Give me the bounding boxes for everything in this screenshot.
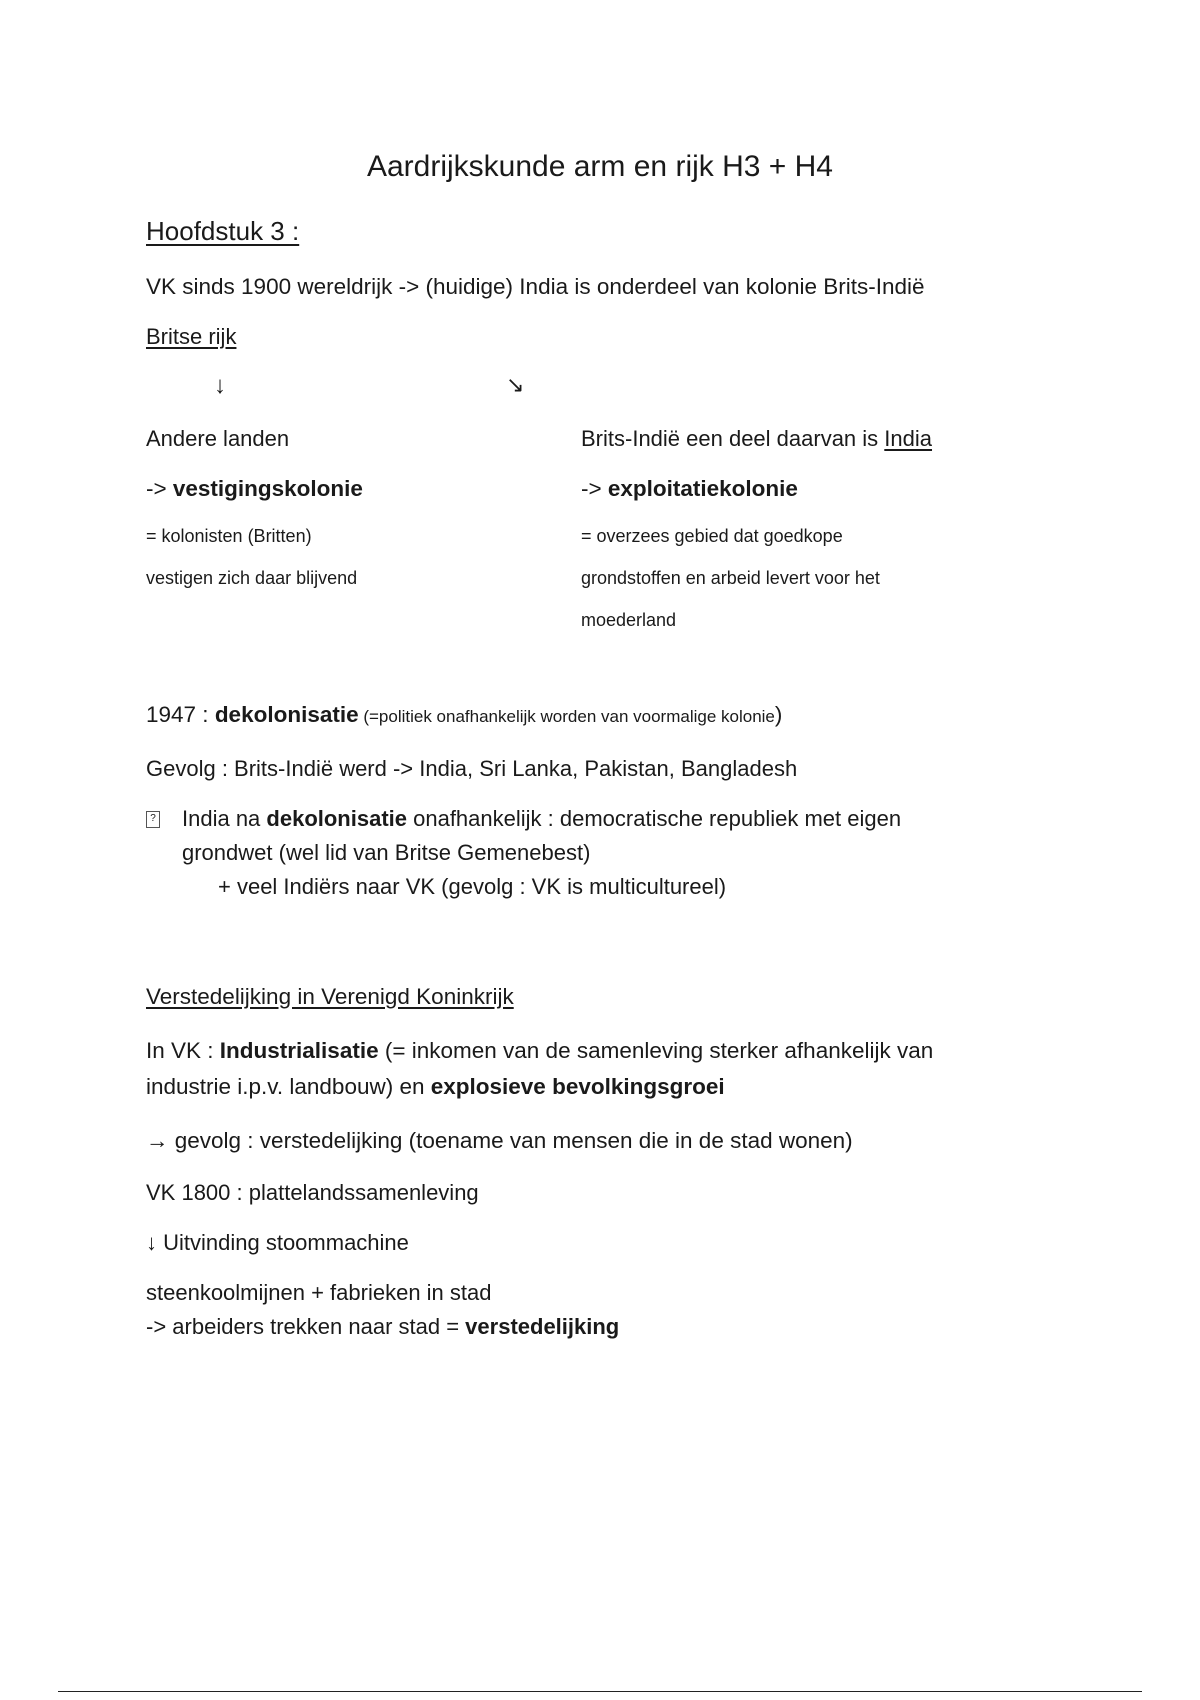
exploitatiekolonie-def-3: moederland (581, 610, 677, 630)
bullet-marker (146, 810, 160, 828)
britse-rijk-label: Britse rijk (146, 324, 237, 349)
india-underlined: India (884, 426, 933, 451)
dekolonisatie-term: dekolonisatie (214, 702, 359, 727)
p1-pre: In VK : (146, 1038, 220, 1063)
industrialisatie-term: Industrialisatie (219, 1038, 379, 1063)
dekolonisatie-close: ) (774, 702, 783, 727)
verstedelijking-heading: Verstedelijking in Verenigd Koninkrijk (146, 984, 514, 1009)
exploitatiekolonie-line (581, 476, 798, 502)
arbeiders-line (146, 1314, 619, 1340)
vk-1800-line: VK 1800 : plattelandssamenleving (146, 1180, 479, 1205)
gevolg-line: Gevolg : Brits-Indië werd -> India, Sri Lanka, Pakistan, Bangladesh (146, 756, 798, 781)
term-prefix: -> (146, 476, 173, 501)
unknown-glyph-icon: ? (146, 811, 160, 828)
intro-line: VK sinds 1900 wereldrijk -> (huidige) India is onderdeel van kolonie Brits-Indië (146, 274, 925, 299)
arbeiders-pre: -> arbeiders trekken naar stad = (146, 1314, 466, 1339)
steenkool-line: steenkoolmijnen + fabrieken in stad (146, 1280, 492, 1305)
andere-landen-label: Andere landen (146, 426, 290, 451)
dekolonisatie-line (146, 702, 782, 728)
brits-indie-label (581, 426, 932, 452)
p1-line2-pre: industrie i.p.v. landbouw) en (146, 1074, 431, 1099)
term-prefix: -> (581, 476, 608, 501)
brits-indie-text: Brits-Indië een deel daarvan is (581, 426, 885, 451)
bullet-line-1 (182, 806, 901, 832)
arrow-down-icon: ↓ (214, 372, 226, 399)
chapter-3-heading: Hoofdstuk 3 : (146, 216, 300, 246)
page-title: Aardrijkskunde arm en rijk H3 + H4 (366, 150, 833, 183)
bullet-line-3: + veel Indiërs naar VK (gevolg : VK is multicultureel) (218, 874, 727, 899)
arrow-diagonal-icon: ↘ (506, 372, 525, 397)
bullet-term: dekolonisatie (266, 806, 407, 831)
exploitatiekolonie-term: exploitatiekolonie (607, 476, 798, 501)
vestigingskolonie-def-1: = kolonisten (Britten) (146, 526, 312, 546)
vestigingskolonie-def-2: vestigen zich daar blijvend (146, 568, 358, 588)
vestigingskolonie-line (146, 476, 363, 502)
industrialisatie-line-2 (146, 1074, 725, 1100)
vestigingskolonie-term: vestigingskolonie (172, 476, 363, 501)
exploitatiekolonie-def-1: = overzees gebied dat goedkope (581, 526, 843, 546)
p1-post: (= inkomen van de samenleving sterker afhankelijk van (378, 1038, 934, 1063)
bullet-post: onafhankelijk : democratische republiek met eigen (407, 806, 902, 831)
stoommachine-line: ↓ Uitvinding stoommachine (146, 1230, 409, 1255)
dekolonisatie-definition: (=politiek onafhankelijk worden van voormalige kolonie (358, 707, 775, 726)
industrialisatie-line-1 (146, 1038, 933, 1064)
bevolkingsgroei-term: explosieve bevolkingsgroei (430, 1074, 725, 1099)
verstedelijking-term: verstedelijking (465, 1314, 620, 1339)
verstedelijking-gevolg: → gevolg : verstedelijking (toename van mensen die in de stad wonen) (146, 1128, 853, 1153)
dekolonisatie-year: 1947 : (146, 702, 215, 727)
exploitatiekolonie-def-2: grondstoffen en arbeid levert voor het (581, 568, 880, 588)
bullet-line-2: grondwet (wel lid van Britse Gemenebest) (182, 840, 591, 865)
bullet-pre: India na (182, 806, 267, 831)
footer-divider (58, 1691, 1142, 1692)
